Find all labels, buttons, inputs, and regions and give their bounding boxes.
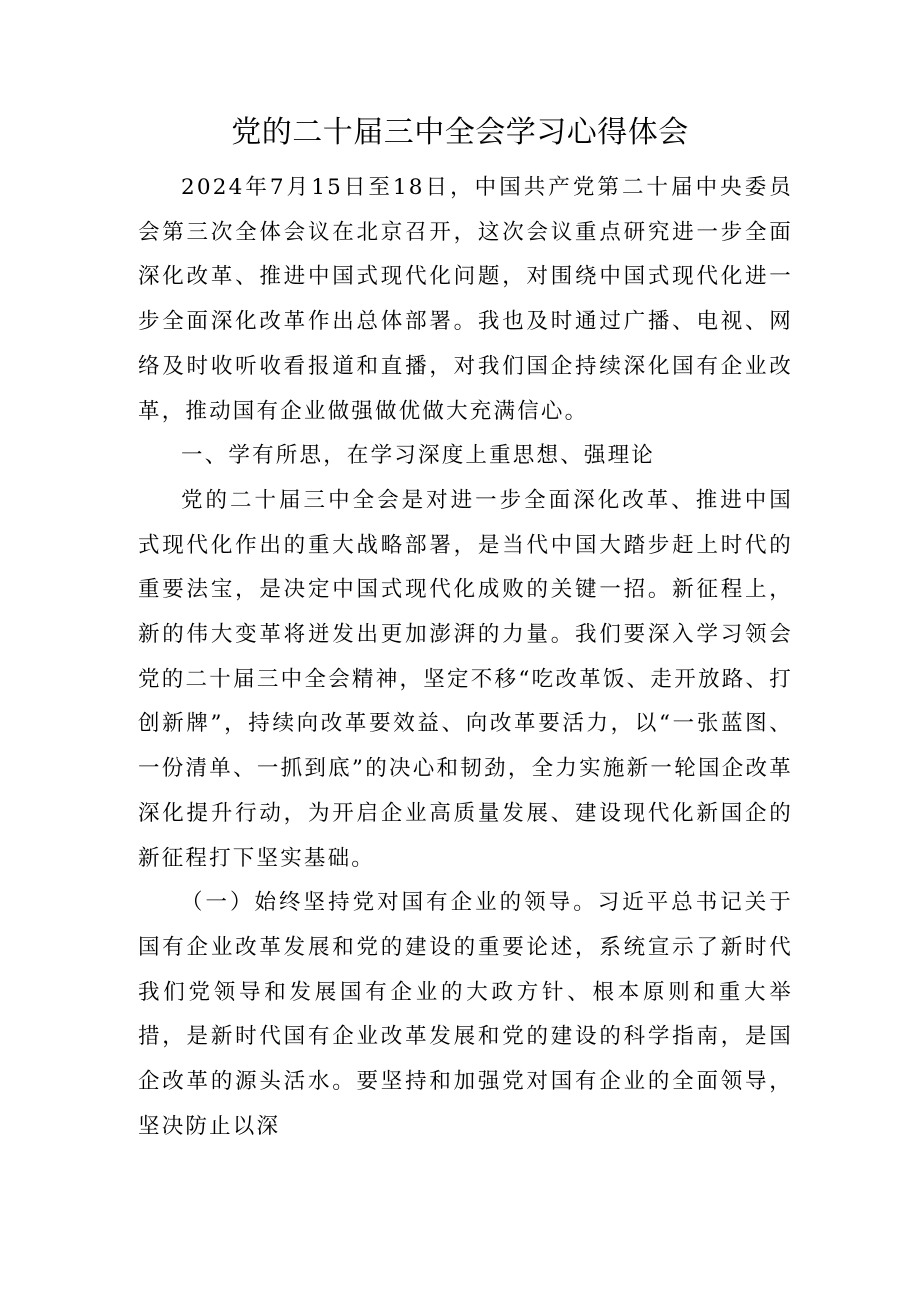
document-body [138,166,793,1149]
section-heading-1: 一、学有所思，在学习深度上重思想、强理论 [181,443,656,469]
paragraph-intro: 2024年7月15日至18日，中国共产党第二十届中央委员会第三次全体会议在北京召开，这次会议重点研究进一步全面深化改革、推进中国式现代化问题，对围绕中国式现代化进一步全面深化改革作出总体部署。我也及时通过广播、电视、网络及时收听收看报道和直播，对我们国企持续深化国有企业改革，推动国有企业做强做优做大充满信心。 [138,175,793,424]
paragraph-subsection-1: （一）始终坚持党对国有企业的领导。习近平总书记关于国有企业改革发展和党的建设的重要论述，系统宣示了新时代我们党领导和发展国有企业的大政方针、根本原则和重大举措，是新时代国有企业改革发展和党的建设的科学指南，是国企改革的源头活水。要坚持和加强党对国有企业的全面领导，坚决防止以深 [138,890,793,1139]
paragraph-section-1: 党的二十届三中全会是对进一步全面深化改革、推进中国式现代化作出的重大战略部署，是当代中国大踏步赶上时代的重要法宝，是决定中国式现代化成败的关键一招。新征程上，新的伟大变革将迸发出更加澎湃的力量。我们要深入学习领会党的二十届三中全会精神，坚定不移“吃改革饭、走开放路、打创新牌”，持续向改革要效益、向改革要活力，以“一张蓝图、一份清单、一抓到底”的决心和韧劲，全力实施新一轮国企改革深化提升行动，为开启企业高质量发展、建设现代化新国企的新征程打下坚实基础。 [138,487,793,871]
document-title: 党的二十届三中全会学习心得体会 [231,115,689,150]
